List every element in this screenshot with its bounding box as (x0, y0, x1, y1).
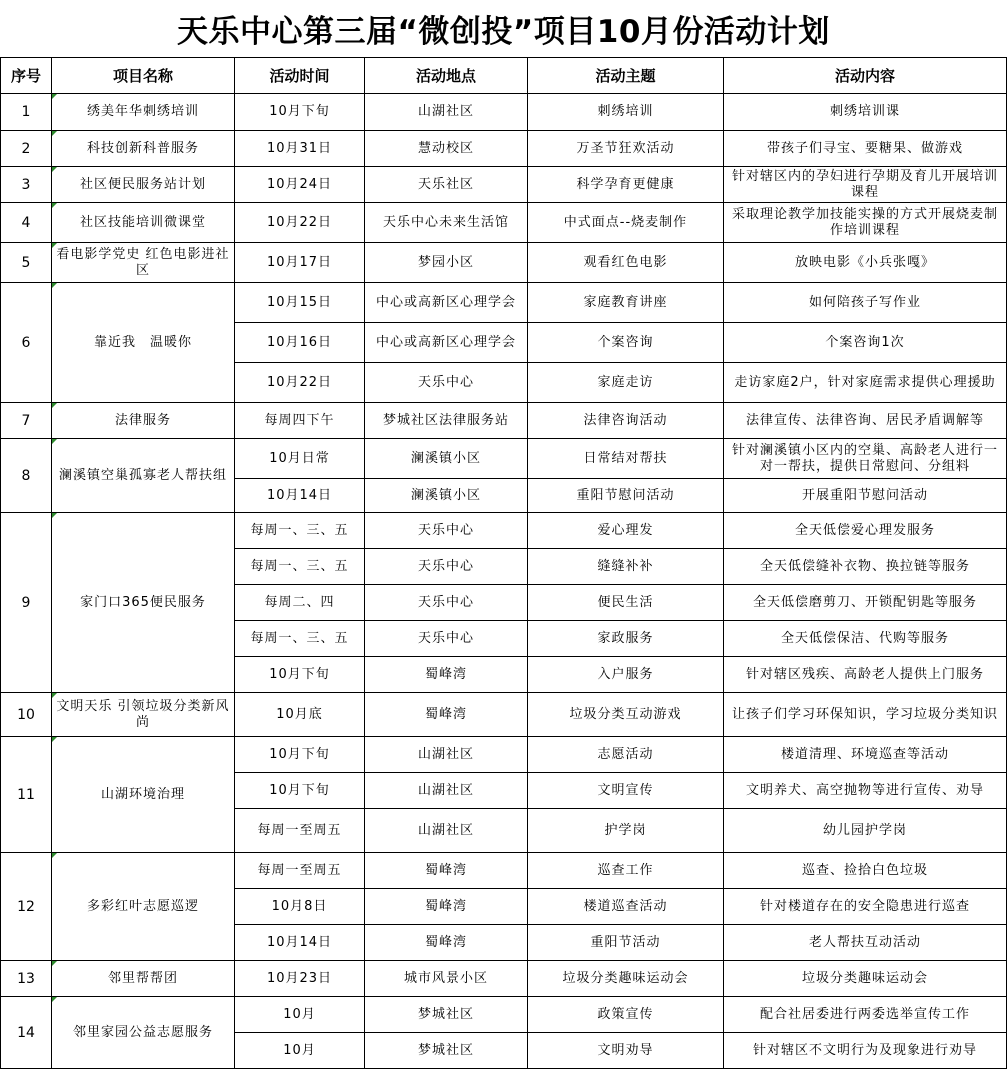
project-name-cell: 邻里帮帮团 (52, 961, 235, 997)
activity-content-cell: 开展重阳节慰问活动 (724, 479, 1007, 513)
activity-place-cell: 山湖社区 (365, 94, 528, 131)
activity-content-cell: 全天低偿缝补衣物、换拉链等服务 (724, 549, 1007, 585)
activity-time-cell: 10月底 (235, 693, 365, 737)
project-name-cell: 社区便民服务站计划 (52, 167, 235, 203)
project-name-cell: 家门口365便民服务 (52, 513, 235, 693)
table-row (1, 853, 1007, 889)
table-row (1, 203, 1007, 243)
header-cell: 活动内容 (724, 58, 1007, 94)
activity-time-cell: 10月下旬 (235, 657, 365, 693)
activity-place-cell: 蜀峰湾 (365, 889, 528, 925)
activity-time-cell: 10月8日 (235, 889, 365, 925)
activity-theme-cell: 政策宣传 (528, 997, 724, 1033)
activity-content-cell: 垃圾分类趣味运动会 (724, 961, 1007, 997)
activity-content-cell: 带孩子们寻宝、要糖果、做游戏 (724, 131, 1007, 167)
activity-time-cell: 10月 (235, 997, 365, 1033)
row-number-cell: 1 (1, 94, 52, 131)
activity-content-cell: 针对澜溪镇小区内的空巢、高龄老人进行一对一帮扶，提供日常慰问、分组料 (724, 439, 1007, 479)
activity-content-cell: 楼道清理、环境巡查等活动 (724, 737, 1007, 773)
activity-content-cell: 采取理论教学加技能实操的方式开展烧麦制作培训课程 (724, 203, 1007, 243)
activity-theme-cell: 巡查工作 (528, 853, 724, 889)
project-name-cell: 文明天乐 引领垃圾分类新风尚 (52, 693, 235, 737)
activity-theme-cell: 爱心理发 (528, 513, 724, 549)
activity-place-cell: 天乐中心 (365, 585, 528, 621)
table-row (1, 131, 1007, 167)
table-row (1, 961, 1007, 997)
activity-theme-cell: 重阳节慰问活动 (528, 479, 724, 513)
activity-content-cell: 巡查、捡拾白色垃圾 (724, 853, 1007, 889)
activity-place-cell: 澜溪镇小区 (365, 479, 528, 513)
table-row (1, 693, 1007, 737)
activity-theme-cell: 万圣节狂欢活动 (528, 131, 724, 167)
activity-theme-cell: 护学岗 (528, 809, 724, 853)
activity-time-cell: 10月下旬 (235, 737, 365, 773)
row-number-cell: 3 (1, 167, 52, 203)
activity-content-cell: 全天低偿保洁、代购等服务 (724, 621, 1007, 657)
header-cell: 活动时间 (235, 58, 365, 94)
activity-place-cell: 梦城社区 (365, 1033, 528, 1069)
activity-place-cell: 天乐社区 (365, 167, 528, 203)
activity-place-cell: 梦城社区法律服务站 (365, 403, 528, 439)
row-number-cell: 14 (1, 997, 52, 1069)
activity-theme-cell: 志愿活动 (528, 737, 724, 773)
table-row (1, 997, 1007, 1033)
activity-place-cell: 蜀峰湾 (365, 925, 528, 961)
activity-time-cell: 每周一至周五 (235, 809, 365, 853)
header-cell: 活动地点 (365, 58, 528, 94)
activity-place-cell: 慧动校区 (365, 131, 528, 167)
activity-theme-cell: 观看红色电影 (528, 243, 724, 283)
activity-theme-cell: 日常结对帮扶 (528, 439, 724, 479)
activity-content-cell: 法律宣传、法律咨询、居民矛盾调解等 (724, 403, 1007, 439)
row-number-cell: 10 (1, 693, 52, 737)
activity-table (0, 57, 1007, 1069)
activity-time-cell: 10月31日 (235, 131, 365, 167)
table-row (1, 439, 1007, 479)
header-cell: 活动主题 (528, 58, 724, 94)
activity-theme-cell: 入户服务 (528, 657, 724, 693)
header-cell: 序号 (1, 58, 52, 94)
project-name-cell: 科技创新科普服务 (52, 131, 235, 167)
activity-content-cell: 刺绣培训课 (724, 94, 1007, 131)
activity-place-cell: 山湖社区 (365, 809, 528, 853)
activity-place-cell: 蜀峰湾 (365, 657, 528, 693)
activity-time-cell: 10月日常 (235, 439, 365, 479)
activity-theme-cell: 便民生活 (528, 585, 724, 621)
activity-place-cell: 澜溪镇小区 (365, 439, 528, 479)
activity-time-cell: 每周一至周五 (235, 853, 365, 889)
table-row (1, 94, 1007, 131)
activity-place-cell: 城市风景小区 (365, 961, 528, 997)
project-name-cell: 靠近我 温暖你 (52, 283, 235, 403)
activity-time-cell: 10月14日 (235, 925, 365, 961)
row-number-cell: 7 (1, 403, 52, 439)
activity-place-cell: 山湖社区 (365, 737, 528, 773)
activity-content-cell: 走访家庭2户，针对家庭需求提供心理援助 (724, 363, 1007, 403)
activity-theme-cell: 文明宣传 (528, 773, 724, 809)
activity-place-cell: 蜀峰湾 (365, 693, 528, 737)
activity-content-cell: 全天低偿爱心理发服务 (724, 513, 1007, 549)
activity-theme-cell: 家政服务 (528, 621, 724, 657)
activity-content-cell: 文明养犬、高空抛物等进行宣传、劝导 (724, 773, 1007, 809)
header-cell: 项目名称 (52, 58, 235, 94)
row-number-cell: 2 (1, 131, 52, 167)
activity-theme-cell: 家庭教育讲座 (528, 283, 724, 323)
activity-place-cell: 山湖社区 (365, 773, 528, 809)
project-name-cell: 多彩红叶志愿巡逻 (52, 853, 235, 961)
project-name-cell: 社区技能培训微课堂 (52, 203, 235, 243)
project-name-cell: 绣美年华刺绣培训 (52, 94, 235, 131)
row-number-cell: 6 (1, 283, 52, 403)
activity-place-cell: 天乐中心 (365, 621, 528, 657)
activity-theme-cell: 家庭走访 (528, 363, 724, 403)
project-name-cell: 看电影学党史 红色电影进社区 (52, 243, 235, 283)
activity-time-cell: 10月 (235, 1033, 365, 1069)
activity-time-cell: 10月16日 (235, 323, 365, 363)
activity-theme-cell: 垃圾分类趣味运动会 (528, 961, 724, 997)
row-number-cell: 5 (1, 243, 52, 283)
activity-time-cell: 10月24日 (235, 167, 365, 203)
activity-place-cell: 天乐中心 (365, 363, 528, 403)
activity-place-cell: 梦园小区 (365, 243, 528, 283)
activity-time-cell: 10月下旬 (235, 94, 365, 131)
activity-content-cell: 老人帮扶互动活动 (724, 925, 1007, 961)
activity-theme-cell: 文明劝导 (528, 1033, 724, 1069)
activity-place-cell: 中心或高新区心理学会 (365, 283, 528, 323)
table-row (1, 167, 1007, 203)
activity-place-cell: 梦城社区 (365, 997, 528, 1033)
row-number-cell: 9 (1, 513, 52, 693)
project-name-cell: 法律服务 (52, 403, 235, 439)
activity-place-cell: 天乐中心 (365, 513, 528, 549)
activity-theme-cell: 垃圾分类互动游戏 (528, 693, 724, 737)
table-row (1, 737, 1007, 773)
activity-time-cell: 每周一、三、五 (235, 513, 365, 549)
activity-time-cell: 每周一、三、五 (235, 621, 365, 657)
activity-time-cell: 10月22日 (235, 203, 365, 243)
activity-time-cell: 每周二、四 (235, 585, 365, 621)
project-name-cell: 邻里家园公益志愿服务 (52, 997, 235, 1069)
activity-theme-cell: 重阳节活动 (528, 925, 724, 961)
activity-theme-cell: 科学孕育更健康 (528, 167, 724, 203)
activity-content-cell: 个案咨询1次 (724, 323, 1007, 363)
activity-time-cell: 10月下旬 (235, 773, 365, 809)
row-number-cell: 8 (1, 439, 52, 513)
activity-theme-cell: 刺绣培训 (528, 94, 724, 131)
header-row (1, 58, 1007, 94)
activity-content-cell: 针对楼道存在的安全隐患进行巡查 (724, 889, 1007, 925)
activity-time-cell: 10月15日 (235, 283, 365, 323)
table-row (1, 403, 1007, 439)
row-number-cell: 12 (1, 853, 52, 961)
activity-time-cell: 10月22日 (235, 363, 365, 403)
activity-content-cell: 幼儿园护学岗 (724, 809, 1007, 853)
activity-time-cell: 每周一、三、五 (235, 549, 365, 585)
activity-content-cell: 针对辖区不文明行为及现象进行劝导 (724, 1033, 1007, 1069)
activity-content-cell: 如何陪孩子写作业 (724, 283, 1007, 323)
table-row (1, 243, 1007, 283)
row-number-cell: 4 (1, 203, 52, 243)
activity-theme-cell: 中式面点--烧麦制作 (528, 203, 724, 243)
table-row (1, 283, 1007, 323)
activity-time-cell: 每周四下午 (235, 403, 365, 439)
activity-place-cell: 中心或高新区心理学会 (365, 323, 528, 363)
activity-theme-cell: 楼道巡查活动 (528, 889, 724, 925)
project-name-cell: 山湖环境治理 (52, 737, 235, 853)
activity-content-cell: 针对辖区内的孕妇进行孕期及育儿开展培训课程 (724, 167, 1007, 203)
activity-theme-cell: 法律咨询活动 (528, 403, 724, 439)
activity-content-cell: 全天低偿磨剪刀、开锁配钥匙等服务 (724, 585, 1007, 621)
activity-content-cell: 让孩子们学习环保知识，学习垃圾分类知识 (724, 693, 1007, 737)
table-row (1, 513, 1007, 549)
activity-content-cell: 放映电影《小兵张嘎》 (724, 243, 1007, 283)
activity-time-cell: 10月17日 (235, 243, 365, 283)
row-number-cell: 11 (1, 737, 52, 853)
activity-place-cell: 天乐中心 (365, 549, 528, 585)
activity-content-cell: 配合社居委进行两委选举宣传工作 (724, 997, 1007, 1033)
activity-time-cell: 10月14日 (235, 479, 365, 513)
row-number-cell: 13 (1, 961, 52, 997)
activity-theme-cell: 缝缝补补 (528, 549, 724, 585)
activity-time-cell: 10月23日 (235, 961, 365, 997)
table-body (1, 94, 1007, 1069)
activity-place-cell: 蜀峰湾 (365, 853, 528, 889)
activity-content-cell: 针对辖区残疾、高龄老人提供上门服务 (724, 657, 1007, 693)
project-name-cell: 澜溪镇空巢孤寡老人帮扶组 (52, 439, 235, 513)
page-title: 天乐中心第三届“微创投”项目10月份活动计划 (177, 14, 830, 50)
activity-theme-cell: 个案咨询 (528, 323, 724, 363)
activity-place-cell: 天乐中心未来生活馆 (365, 203, 528, 243)
